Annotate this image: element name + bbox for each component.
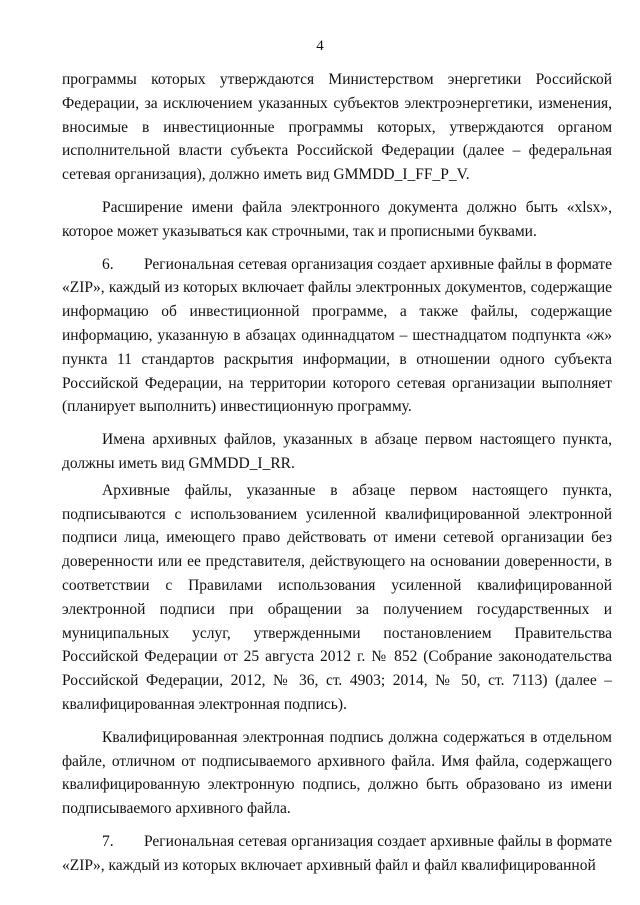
page-number: 4	[316, 38, 324, 54]
paragraph-item-6	[62, 253, 612, 420]
item-number: 6.	[102, 255, 114, 273]
document-body	[62, 68, 612, 887]
paragraph-item-7	[62, 830, 612, 878]
paragraph-archive-names: Имена архивных файлов, указанных в абзаце первом настоящего пункта, должны иметь вид GMMDD_I_RR.	[62, 431, 612, 472]
paragraph-continuation: программы которых утверждаются Министерством энергетики Российской Федерации, за исключением указанных субъектов электроэнергетики, изменения, вносимые в инвестиционные программы которых, утверждаются органом исполнительной власти субъекта Российской Федерации (далее – федеральная сетевая организация), должно иметь вид GMMDD_I_FF_P_V.	[62, 71, 612, 184]
paragraph-file-extension: Расширение имени файла электронного документа должно быть «xlsx», которое может указываться как строчными, так и прописными буквами.	[62, 198, 612, 240]
item-number: 7.	[102, 832, 114, 850]
item-text: Региональная сетевая организация создает архивные файлы в формате «ZIP», каждый из которых включает файлы электронных документов, содержащие информацию об инвестиционной программе, а также файлы, содержащие информацию, указанную в абзацах одиннадцатом – шестнадцатом подпункта «ж» пункта 11 стандартов раскрытия информации, в отношении одного субъекта Российской Федерации, на территории которого сетевая организации выполняет (планирует выполнить) инвестиционную программу.	[62, 255, 612, 416]
paragraph-signature-file: Квалифицированная электронная подпись должна содержаться в отдельном файле, отличном от подписываемого архивного файла. Имя файла, содержащего квалифицированную электронную подпись, должно быть образовано из имени подписываемого архивного файла.	[62, 728, 612, 818]
item-text: Региональная сетевая организация создает архивные файлы в формате «ZIP», каждый из которых включает архивный файл и файл квалифицированной	[62, 832, 612, 874]
paragraph-archive-signing: Архивные файлы, указанные в абзаце первом настоящего пункта, подписываются с использованием усиленной квалифицированной электронной подписи лица, имеющего право действовать от имени сетевой организации без доверенности или ее представителя, действующего на основании доверенности, в соответствии с Правилами использования усиленной квалифицированной электронной подписи при обращении за получением государственных и муниципальных услуг, утвержденными постановлением Правительства Российской Федерации от 25 августа 2012 г. № 852 (Собрание законодательства Российской Федерации, 2012, № 36, ст. 4903; 2014, № 50, ст. 7113) (далее – квалифицированная электронная подпись).	[62, 481, 612, 713]
